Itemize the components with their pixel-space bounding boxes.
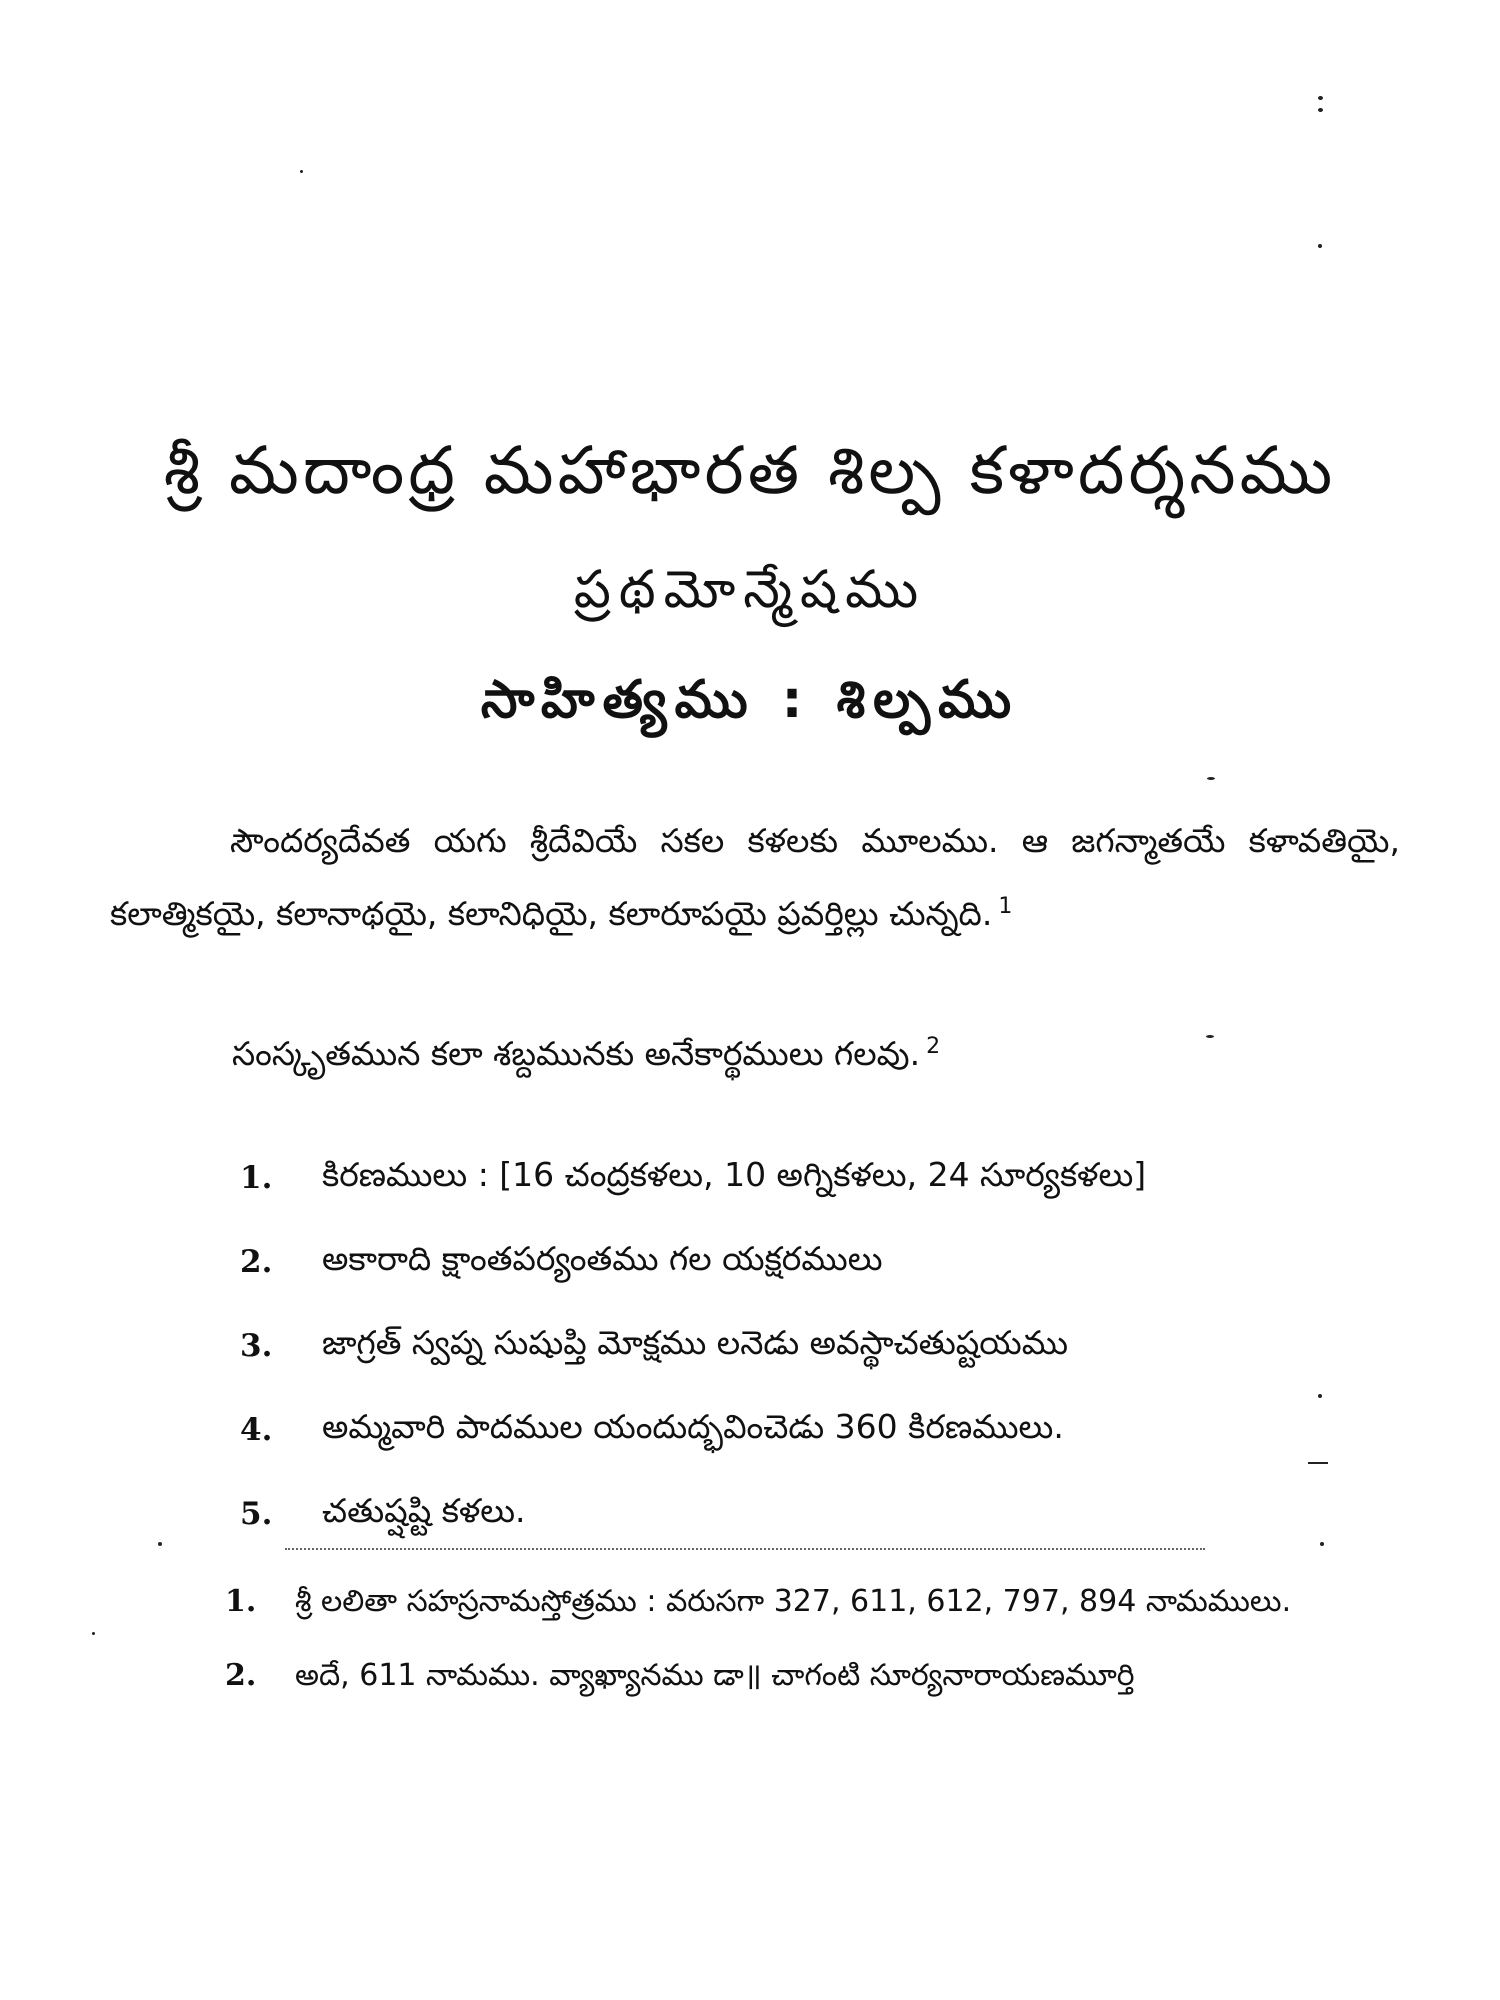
scan-speck <box>1318 108 1323 112</box>
scan-speck <box>92 1632 95 1635</box>
meanings-list <box>240 1136 1400 1556</box>
scan-speck <box>158 1542 162 1546</box>
scan-speck <box>300 170 303 173</box>
item-text: చతుష్షష్టి కళలు. <box>322 1490 526 1530</box>
footnote-text: శ్రీ లలితా సహస్రనామస్తోత్రము : వరుసగా 327, 611, 612, 797, 894 నామములు. <box>295 1584 1292 1619</box>
item-number: 2. <box>240 1244 273 1280</box>
intro-line <box>232 1034 1382 1081</box>
footnotes-list <box>225 1574 1400 1722</box>
item-number: 1. <box>240 1160 273 1196</box>
scan-speck <box>1318 244 1322 248</box>
book-title: శ్రీ మదాంధ్ర మహాభారత శిల్ప కళాదర్శనము <box>163 432 1337 509</box>
footnote-number: 1. <box>225 1584 257 1619</box>
scan-speck <box>1207 777 1215 780</box>
item-text: అమ్మవారి పాదముల యందుద్భవించెడు 360 కిరణములు. <box>322 1406 1064 1446</box>
footnote-item <box>225 1574 1400 1630</box>
list-item <box>240 1136 1400 1220</box>
item-text: కిరణములు : [16 చంద్రకళలు, 10 అగ్నికళలు, 24 సూర్యకళలు] <box>322 1154 1147 1194</box>
body-paragraph <box>110 808 1400 947</box>
item-number: 5. <box>240 1496 273 1532</box>
list-item <box>240 1388 1400 1472</box>
item-text: అకారాది క్షాంతపర్యంతము గల యక్షరములు <box>322 1238 883 1278</box>
list-item <box>240 1472 1400 1556</box>
footnote-ref: 1 <box>998 894 1013 919</box>
footnote-item <box>225 1648 1400 1704</box>
footnote-ref: 2 <box>926 1034 941 1059</box>
footnote-number: 2. <box>225 1658 257 1693</box>
section-heading: సాహిత్యము : శిల్పము <box>480 670 1020 730</box>
scan-speck <box>1318 96 1323 100</box>
item-number: 4. <box>240 1412 273 1448</box>
chapter-title: ప్రథమోన్మేషము <box>573 560 927 620</box>
paragraph-text: సౌందర్యదేవత యగు శ్రీదేవియే సకల కళలకు మూలము. ఆ జగన్మాతయే కళావతియై, కలాత్మికయై, కలానాథయై, కలానిధియై, కలారూపయై ప్రవర్తిల్లు చున్నది. <box>110 821 1400 933</box>
intro-text: సంస్కృతమున కలా శబ్దమునకు అనేకార్థములు గలవు. <box>232 1034 921 1073</box>
item-number: 3. <box>240 1328 273 1364</box>
list-item <box>240 1220 1400 1304</box>
item-text: జాగ్రత్ స్వప్న సుషుప్తి మోక్షము లనెడు అవస్థాచతుష్టయము <box>322 1322 1069 1362</box>
footnote-divider <box>285 1548 1205 1550</box>
footnote-text: అదే, 611 నామము. వ్యాఖ్యానము డా॥ చాగంటి సూర్యనారాయణమూర్తి <box>295 1658 1135 1693</box>
list-item <box>240 1304 1400 1388</box>
